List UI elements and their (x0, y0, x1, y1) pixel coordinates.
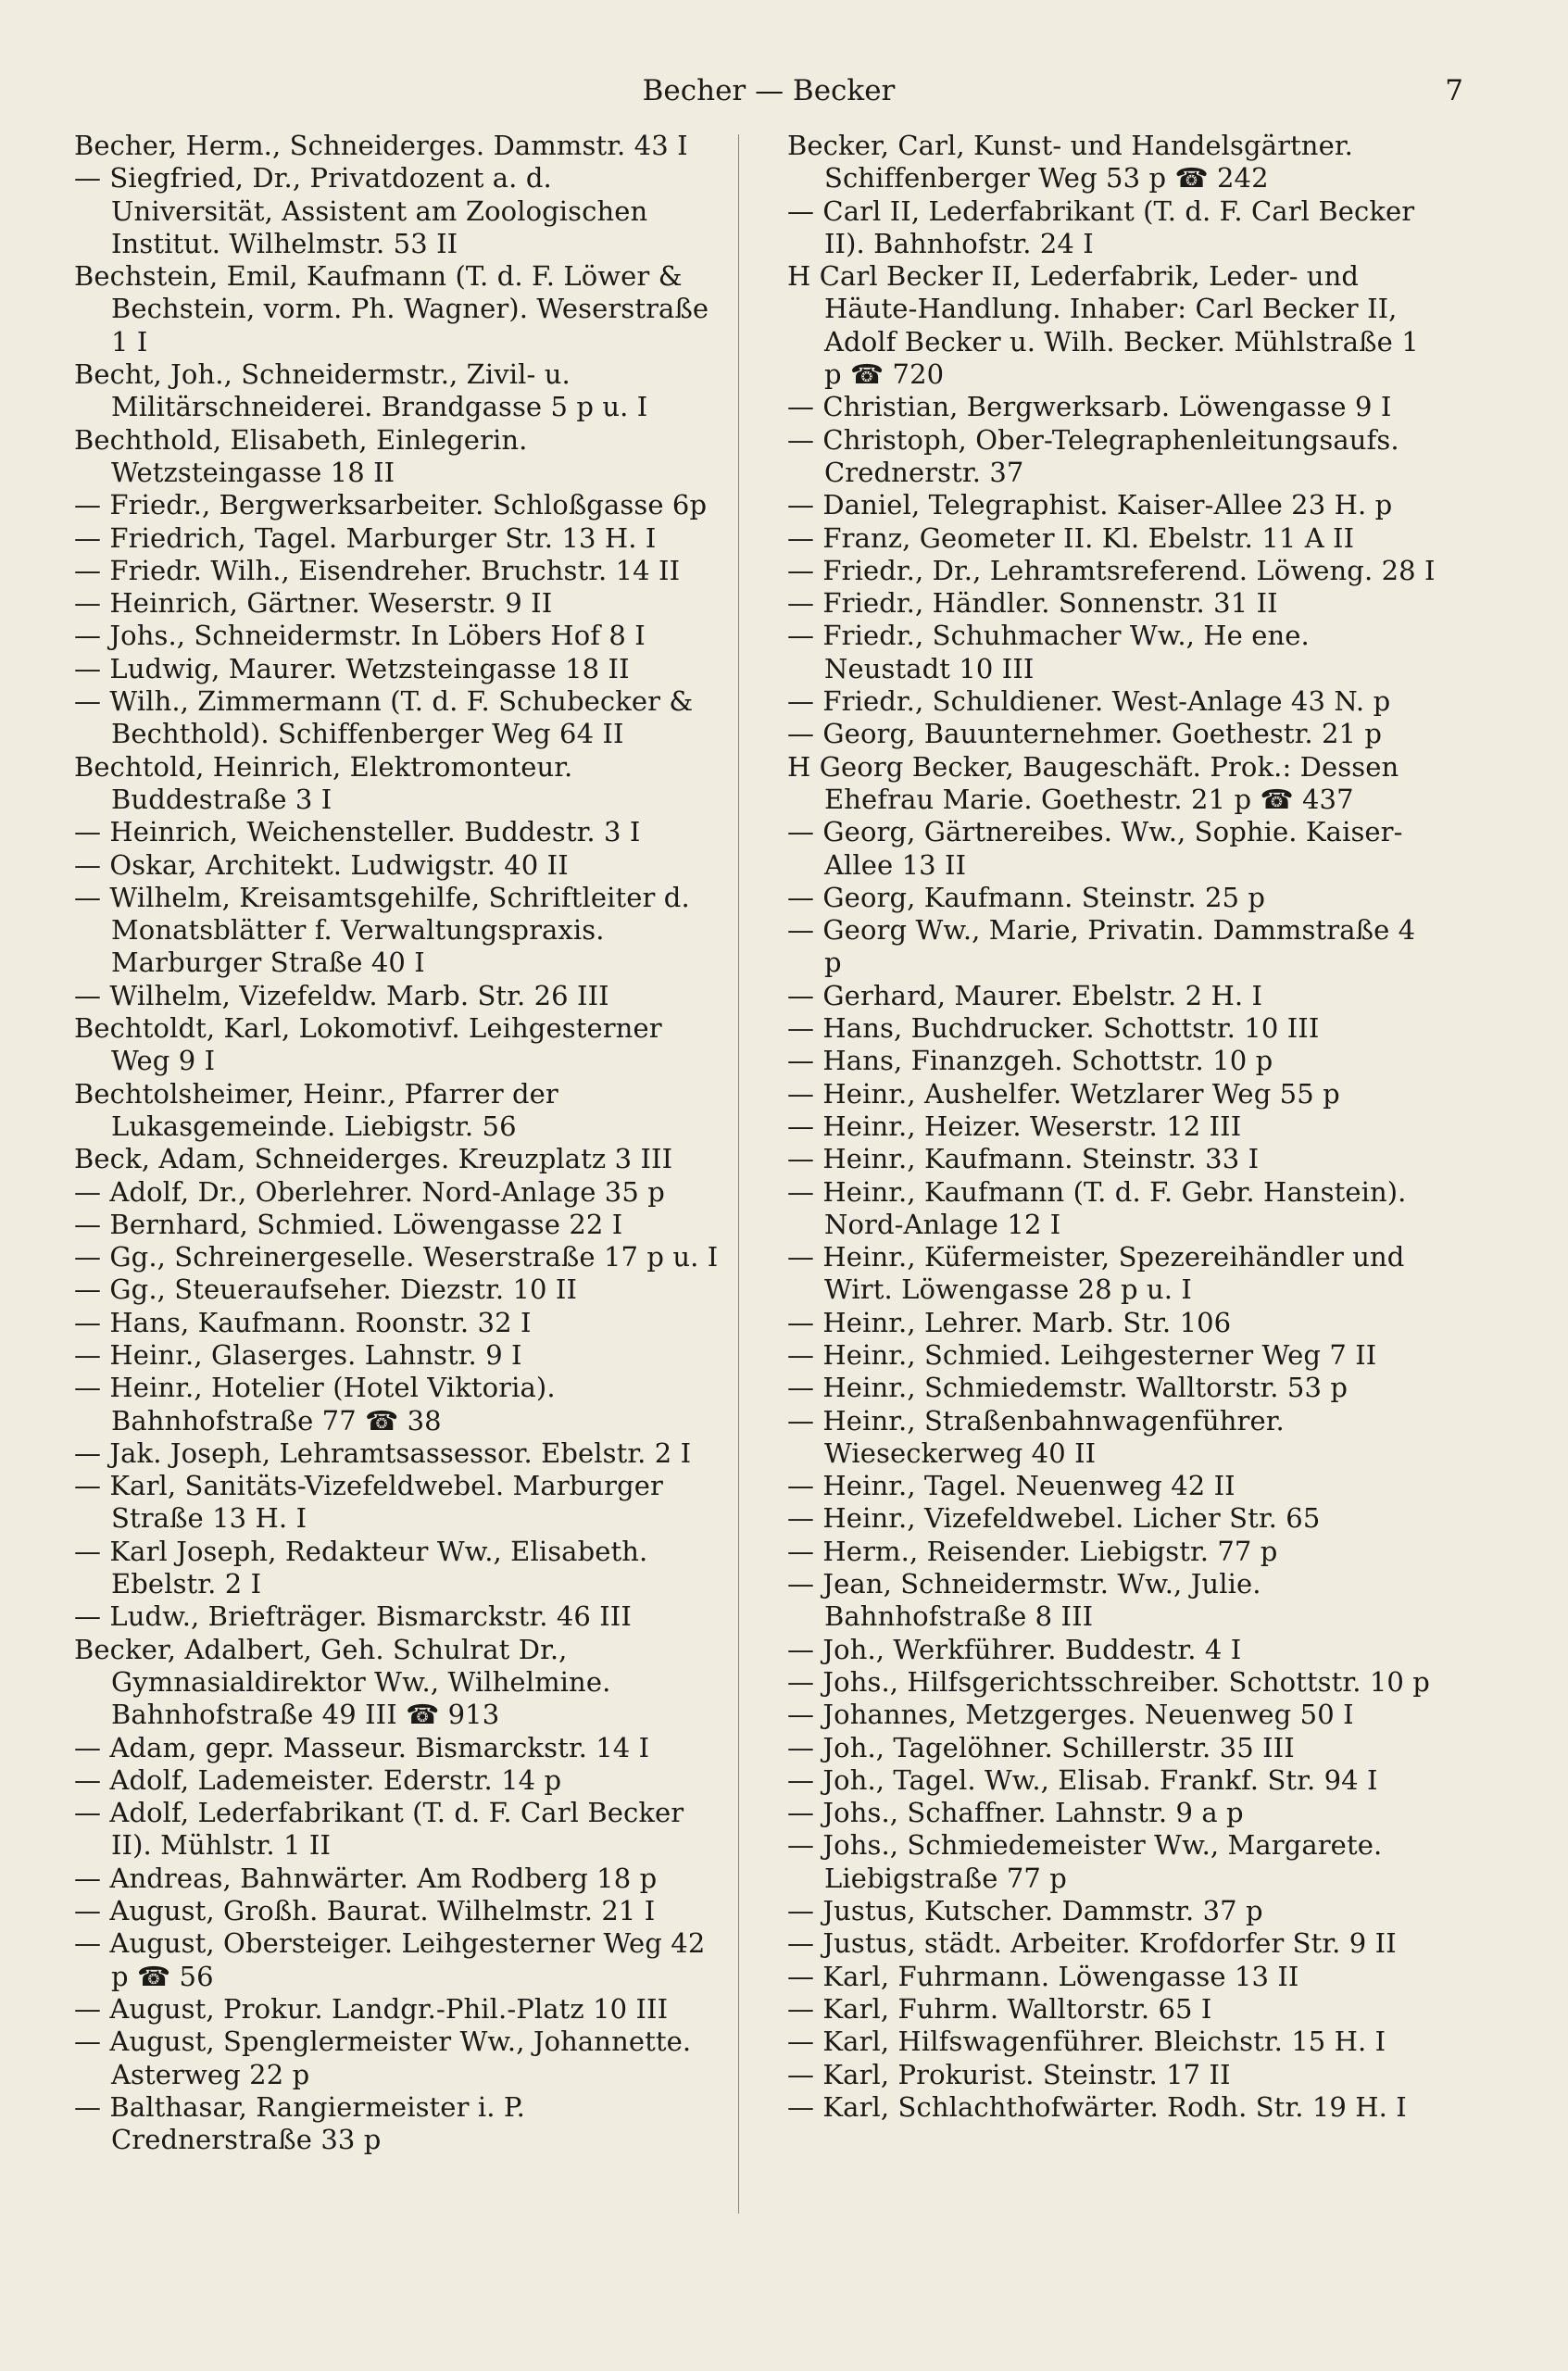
page-header (74, 65, 1463, 120)
directory-entry: — Karl, Schlachthofwärter. Rodh. Str. 19 H. I (787, 2090, 1407, 2123)
column-divider (738, 134, 739, 2214)
directory-entry: — Oskar, Architekt. Ludwigstr. 40 II (74, 848, 569, 881)
directory-entry: — Friedr., Dr., Lehramtsreferend. Löweng. 28 I (787, 554, 1436, 586)
directory-entry: — Heinr., Aushelfer. Wetzlarer Weg 55 p (787, 1077, 1340, 1110)
directory-entry: — Heinr., Vizefeldwebel. Licher Str. 65 (787, 1502, 1321, 1535)
directory-entry: H Georg Becker, Baugeschäft. Prok.: Dessen Ehefrau Marie. Goethestr. 21 p ☎ 437 (787, 750, 1399, 815)
directory-entry: — Adolf, Lademeister. Ederstr. 14 p (74, 1763, 562, 1796)
page-number: 7 (1445, 74, 1463, 107)
directory-entry: — Wilhelm, Kreisamtsgehilfe, Schriftleiter d. Monatsblätter f. Verwaltungspraxis. Marburger Straße 40 I (74, 881, 690, 979)
directory-entry: — August, Obersteiger. Leihgesterner Weg 42 p ☎ 56 (74, 1927, 706, 1992)
directory-entry: — Johs., Schmiedemeister Ww., Margarete. Liebigstraße 77 p (787, 1829, 1383, 1894)
directory-entry: — Karl, Fuhrm. Walltorstr. 65 I (787, 1992, 1212, 2025)
directory-entry: — August, Prokur. Landgr.-Phil.-Platz 10 III (74, 1992, 669, 2025)
directory-entry: — Johs., Schaffner. Lahnstr. 9 a p (787, 1797, 1244, 1829)
directory-entry: — Karl Joseph, Redakteur Ww., Elisabeth. Ebelstr. 2 I (74, 1535, 648, 1600)
directory-entry: — Justus, Kutscher. Dammstr. 37 p (787, 1895, 1263, 1927)
directory-entry: — August, Großh. Baurat. Wilhelmstr. 21 I (74, 1895, 656, 1927)
directory-entry: — Friedrich, Tagel. Marburger Str. 13 H. I (74, 521, 657, 554)
directory-entry: Becker, Adalbert, Geh. Schulrat Dr., Gymnasialdirektor Ww., Wilhelmine. Bahnhofstraße 49 III ☎ 913 (74, 1633, 611, 1731)
directory-entry: Becht, Joh., Schneidermstr., Zivil- u. Militärschneiderei. Brandgasse 5 p u. I (74, 358, 648, 423)
directory-entry: — Karl, Fuhrmann. Löwengasse 13 II (787, 1960, 1299, 1992)
directory-entry: — Gerhard, Maurer. Ebelstr. 2 H. I (787, 979, 1263, 1011)
directory-entry: Bechtolsheimer, Heinr., Pfarrer der Lukasgemeinde. Liebigstr. 56 (74, 1077, 558, 1142)
directory-entry: — Daniel, Telegraphist. Kaiser-Allee 23 H. p (787, 489, 1393, 521)
directory-entry: — Heinrich, Weichensteller. Buddestr. 3 I (74, 816, 641, 848)
directory-entry: — Georg, Kaufmann. Steinstr. 25 p (787, 881, 1266, 913)
right-column (787, 130, 1436, 2124)
directory-entry: — Heinr., Tagel. Neuenweg 42 II (787, 1470, 1236, 1502)
directory-entry: Beck, Adam, Schneiderges. Kreuzplatz 3 III (74, 1143, 673, 1175)
directory-entry: — Jean, Schneidermstr. Ww., Julie. Bahnhofstraße 8 III (787, 1568, 1261, 1633)
directory-entry: — Hans, Finanzgeh. Schottstr. 10 p (787, 1045, 1273, 1077)
directory-entry: — Karl, Prokurist. Steinstr. 17 II (787, 2058, 1231, 2090)
directory-entry: Bechtold, Heinrich, Elektromonteur. Buddestraße 3 I (74, 750, 573, 815)
directory-entry: — Heinr., Hotelier (Hotel Viktoria). Bahnhofstraße 77 ☎ 38 (74, 1372, 556, 1436)
directory-entry: — Andreas, Bahnwärter. Am Rodberg 18 p (74, 1862, 658, 1894)
directory-entry: — Heinr., Lehrer. Marb. Str. 106 (787, 1306, 1232, 1338)
directory-entry: — Heinr., Glaserges. Lahnstr. 9 I (74, 1338, 522, 1371)
directory-entry: — Karl, Hilfswagenführer. Bleichstr. 15 H. I (787, 2026, 1386, 2058)
directory-entry: — Christian, Bergwerksarb. Löwengasse 9 I (787, 391, 1392, 423)
directory-entry: — Hans, Buchdrucker. Schottstr. 10 III (787, 1012, 1320, 1045)
directory-entry: — Friedr., Schuldiener. West-Anlage 43 N. p (787, 685, 1391, 718)
directory-entry: — Friedr., Schuhmacher Ww., He ene. Neustadt 10 III (787, 620, 1310, 684)
directory-entry: — Adolf, Dr., Oberlehrer. Nord-Anlage 35 p (74, 1175, 665, 1208)
directory-entry: — Karl, Sanitäts-Vizefeldwebel. Marburger Straße 13 H. I (74, 1470, 663, 1535)
directory-entry: Bechstein, Emil, Kaufmann (T. d. F. Löwer & Bechstein, vorm. Ph. Wagner). Weserstraße 1 I (74, 260, 709, 358)
directory-entry: — Ludwig, Maurer. Wetzsteingasse 18 II (74, 652, 630, 684)
directory-entry: — Joh., Tagel. Ww., Elisab. Frankf. Str. 94 I (787, 1763, 1378, 1796)
directory-entry: Becker, Carl, Kunst- und Handelsgärtner. Schiffenberger Weg 53 p ☎ 242 (787, 130, 1353, 194)
directory-entry: — Franz, Geometer II. Kl. Ebelstr. 11 A II (787, 521, 1355, 554)
directory-entry: — Johs., Hilfsgerichtsschreiber. Schottstr. 10 p (787, 1665, 1430, 1698)
directory-entry: — Ludw., Briefträger. Bismarckstr. 46 III (74, 1600, 632, 1633)
directory-entry: — Friedr., Bergwerksarbeiter. Schloßgasse 6p (74, 489, 708, 521)
directory-entry: — Gg., Schreinergeselle. Weserstraße 17 p u. I (74, 1241, 719, 1273)
directory-entry: — Joh., Tagelöhner. Schillerstr. 35 III (787, 1731, 1295, 1763)
directory-entry: — Balthasar, Rangiermeister i. P. Crednerstraße 33 p (74, 2090, 525, 2156)
directory-entry: — Johannes, Metzgerges. Neuenweg 50 I (787, 1699, 1354, 1731)
directory-entry: Bechthold, Elisabeth, Einlegerin. Wetzsteingasse 18 II (74, 423, 528, 488)
directory-entry: — Friedr., Händler. Sonnenstr. 31 II (787, 587, 1278, 620)
directory-entry: — Georg, Bauunternehmer. Goethestr. 21 p (787, 718, 1383, 750)
directory-entry: — August, Spenglermeister Ww., Johannette. Asterweg 22 p (74, 2026, 692, 2090)
directory-entry: — Friedr. Wilh., Eisendreher. Bruchstr. 14 II (74, 554, 681, 586)
directory-entry: — Heinr., Kaufmann (T. d. F. Gebr. Hanstein). Nord-Anlage 12 I (787, 1175, 1407, 1240)
directory-entry: Becher, Herm., Schneiderges. Dammstr. 43 I (74, 130, 688, 161)
directory-entry: — Heinr., Schmied. Leihgesterner Weg 7 II (787, 1338, 1377, 1371)
directory-entry: — Herm., Reisender. Liebigstr. 77 p (787, 1535, 1278, 1567)
directory-entry: — Wilh., Zimmermann (T. d. F. Schubecker & Bechthold). Schiffenberger Weg 64 II (74, 685, 694, 750)
directory-entry: — Jak. Joseph, Lehramtsassessor. Ebelstr. 2 I (74, 1436, 692, 1469)
directory-entry: — Gg., Steueraufseher. Diezstr. 10 II (74, 1273, 578, 1306)
directory-entry: — Georg, Gärtnereibes. Ww., Sophie. Kaiser-Allee 13 II (787, 816, 1403, 881)
directory-entry: — Heinrich, Gärtner. Weserstr. 9 II (74, 587, 553, 620)
directory-entry: — Adam, gepr. Masseur. Bismarckstr. 14 I (74, 1731, 650, 1763)
directory-entry: — Siegfried, Dr., Privatdozent a. d. Universität, Assistent am Zoologischen Institut. Wilhelmstr. 53 II (74, 162, 648, 259)
directory-entry: — Wilhelm, Vizefeldw. Marb. Str. 26 III (74, 979, 609, 1011)
directory-entry: — Joh., Werkführer. Buddestr. 4 I (787, 1633, 1242, 1665)
directory-entry: — Bernhard, Schmied. Löwengasse 22 I (74, 1208, 623, 1240)
directory-entry: — Justus, städt. Arbeiter. Krofdorfer Str. 9 II (787, 1927, 1397, 1960)
left-column (74, 130, 722, 2156)
directory-entry: — Christoph, Ober-Telegraphenleitungsaufs. Crednerstr. 37 (787, 423, 1399, 488)
directory-entry: — Johs., Schneidermstr. In Löbers Hof 8 I (74, 620, 646, 652)
directory-entry: Bechtoldt, Karl, Lokomotivf. Leihgesterner Weg 9 I (74, 1012, 662, 1077)
directory-entry: — Heinr., Kaufmann. Steinstr. 33 I (787, 1143, 1260, 1175)
directory-entry: — Carl II, Lederfabrikant (T. d. F. Carl Becker II). Bahnhofstr. 24 I (787, 194, 1415, 259)
directory-entry: H Carl Becker II, Lederfabrik, Leder- und Häute-Handlung. Inhaber: Carl Becker II, Adolf Becker u. Wilh. Becker. Mühlstraße 1 p ☎ 720 (787, 260, 1419, 391)
directory-entry: — Heinr., Schmiedemstr. Walltorstr. 53 p (787, 1372, 1348, 1404)
directory-entry: — Georg Ww., Marie, Privatin. Dammstraße 4 p (787, 914, 1416, 979)
directory-entry: — Heinr., Küfermeister, Spezereihändler und Wirt. Löwengasse 28 p u. I (787, 1241, 1405, 1306)
running-title: Becher — Becker (642, 74, 896, 107)
directory-entry: — Adolf, Lederfabrikant (T. d. F. Carl Becker II). Mühlstr. 1 II (74, 1797, 684, 1862)
directory-entry: — Heinr., Heizer. Weserstr. 12 III (787, 1110, 1242, 1142)
directory-entry: — Heinr., Straßenbahnwagenführer. Wieseckerweg 40 II (787, 1404, 1285, 1469)
directory-entry: — Hans, Kaufmann. Roonstr. 32 I (74, 1306, 532, 1338)
